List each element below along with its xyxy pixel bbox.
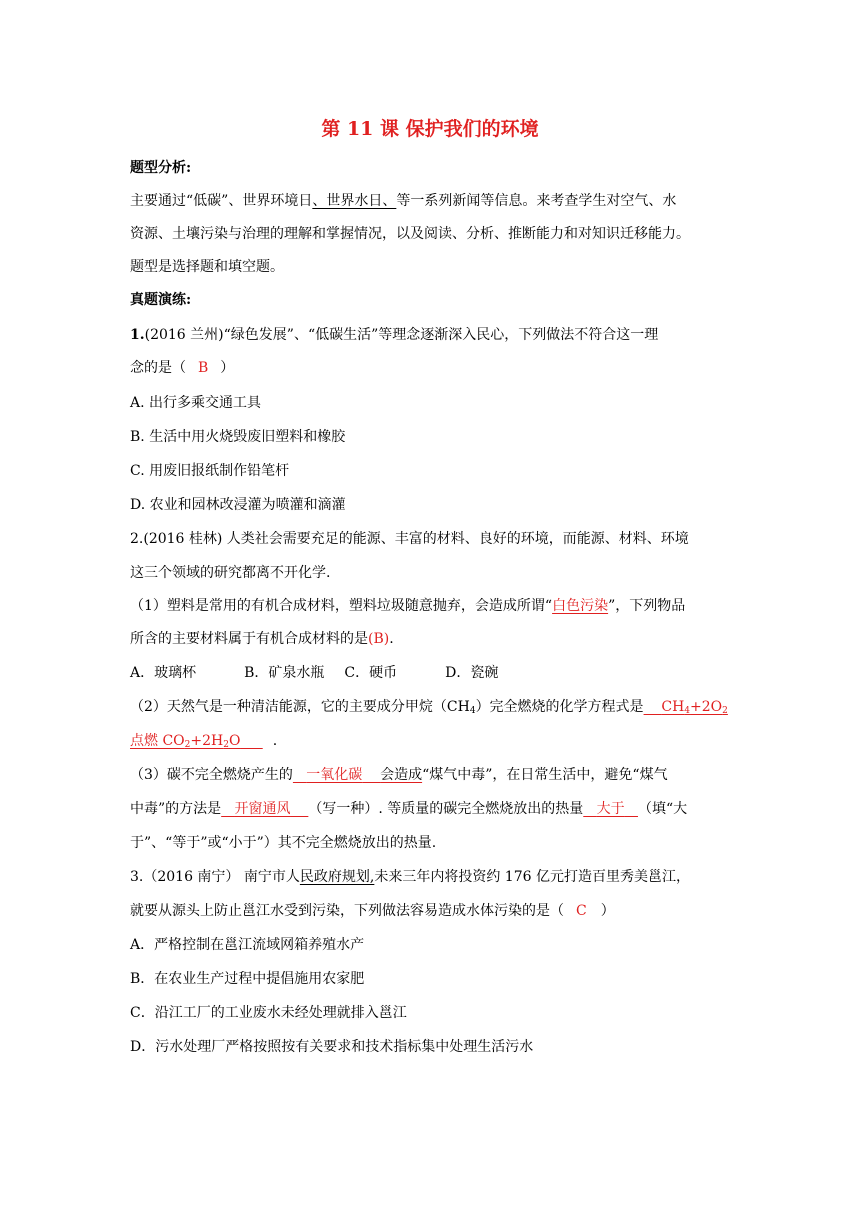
q2-option-b: B．矿泉水瓶 <box>244 665 325 681</box>
q1-option-a: A. 出行多乘交通工具 <box>130 395 262 411</box>
q2-option-a: A．玻璃杯 <box>130 665 197 681</box>
q1-option-d: D. 农业和园林改浸灌为喷灌和滴灌 <box>130 497 346 513</box>
q3-line-2: 就要从源头上防止邕江水受到污染，下列做法容易造成水体污染的是（ C ） <box>130 903 615 919</box>
q2-part3-line-2: 中毒”的方法是 开窗通风 （写一种）. 等质量的碳完全燃烧放出的热量 大于 （填“大 <box>130 801 688 817</box>
q1-answer: B <box>198 360 209 376</box>
practice-heading: 真题演练: <box>130 292 192 308</box>
q3-option-c: C．沿江工厂的工业废水未经处理就排入邕江 <box>130 1005 407 1021</box>
q1-option-b: B. 生活中用火烧毁废旧塑料和橡胶 <box>130 429 346 445</box>
q2-part3-answer-2: 开窗通风 <box>234 801 291 817</box>
q2-part3-line-1: （3）碳不完全燃烧产生的 一氧化碳 会造成“煤气中毒”，在日常生活中，避免“煤气 <box>130 767 668 783</box>
q3-line-1: 3.（2016 南宁） 南宁市人民政府规划,未来三年内将投资约 176 亿元打造百里秀美邕江， <box>130 869 690 885</box>
q2-option-d: D．瓷碗 <box>445 665 499 681</box>
q2-part3-answer-1: 一氧化碳 会造成 <box>306 767 423 783</box>
q1-option-c: C. 用废旧报纸制作铅笔杆 <box>130 463 290 479</box>
q2-line-1: 2.(2016 桂林) 人类社会需要充足的能源、丰富的材料、良好的环境，而能源、材料、环境 <box>130 531 689 547</box>
analysis-line-2: 资源、土壤污染与治理的理解和掌握情况，以及阅读、分析、推断能力和对知识迁移能力。 <box>130 226 690 242</box>
q2-part1-line-2: 所含的主要材料属于有机合成材料的是(B). <box>130 631 394 647</box>
q2-part2-line-1: （2）天然气是一种清洁能源，它的主要成分甲烷$(CH_4)$完全燃烧的化学方程式是 $CH_4+2O_2$ <box>130 699 728 716</box>
q1-line-2: 念的是（ B ） <box>130 360 235 376</box>
q2-part2-answer-1: $CH_4+2O_2$ <box>661 699 728 716</box>
q2-part1-answer-2: (B) <box>368 631 390 647</box>
q3-option-a: A．严格控制在邕江流域网箱养殖水产 <box>130 937 365 953</box>
q2-part3-answer-3: 大于 <box>596 801 625 817</box>
q1-line-1: 1.(2016 兰州)“绿色发展”、“低碳生活”等理念逐渐深入民心，下列做法不符合这一理 <box>130 327 659 343</box>
q3-answer: C <box>576 903 587 919</box>
q3-option-b: B．在农业生产过程中提倡施用农家肥 <box>130 971 365 987</box>
analysis-heading: 题型分析: <box>130 160 192 176</box>
q2-part3-line-3: 于”、“等于”或“小于”）其不完全燃烧放出的热量. <box>130 835 437 851</box>
q2-part1-line-1: （1）塑料是常用的有机合成材料，塑料垃圾随意抛弃，会造成所谓“白色污染”，下列物品 <box>130 598 686 614</box>
analysis-line-3: 题型是选择题和填空题。 <box>130 259 284 275</box>
q2-part1-answer: 白色污染 <box>552 598 609 614</box>
page-title: 第 11 课 保护我们的环境 <box>321 118 539 140</box>
q2-option-c: C．硬币 <box>344 665 398 681</box>
q3-option-d: D．污水处理厂严格按照按有关要求和技术指标集中处理生活污水 <box>130 1039 534 1055</box>
q2-options <box>130 663 498 683</box>
q2-part2-line-2: 点燃 $CO_2+2H_2O$ . <box>130 733 278 750</box>
q2-part2-answer-2: 点燃 $CO_2+2H_2O$ <box>130 733 241 750</box>
q2-line-2: 这三个领域的研究都离不开化学. <box>130 565 331 581</box>
analysis-line-1: 主要通过“低碳”、世界环境日、世界水日、等一系列新闻等信息。来考查学生对空气、水 <box>130 193 677 209</box>
